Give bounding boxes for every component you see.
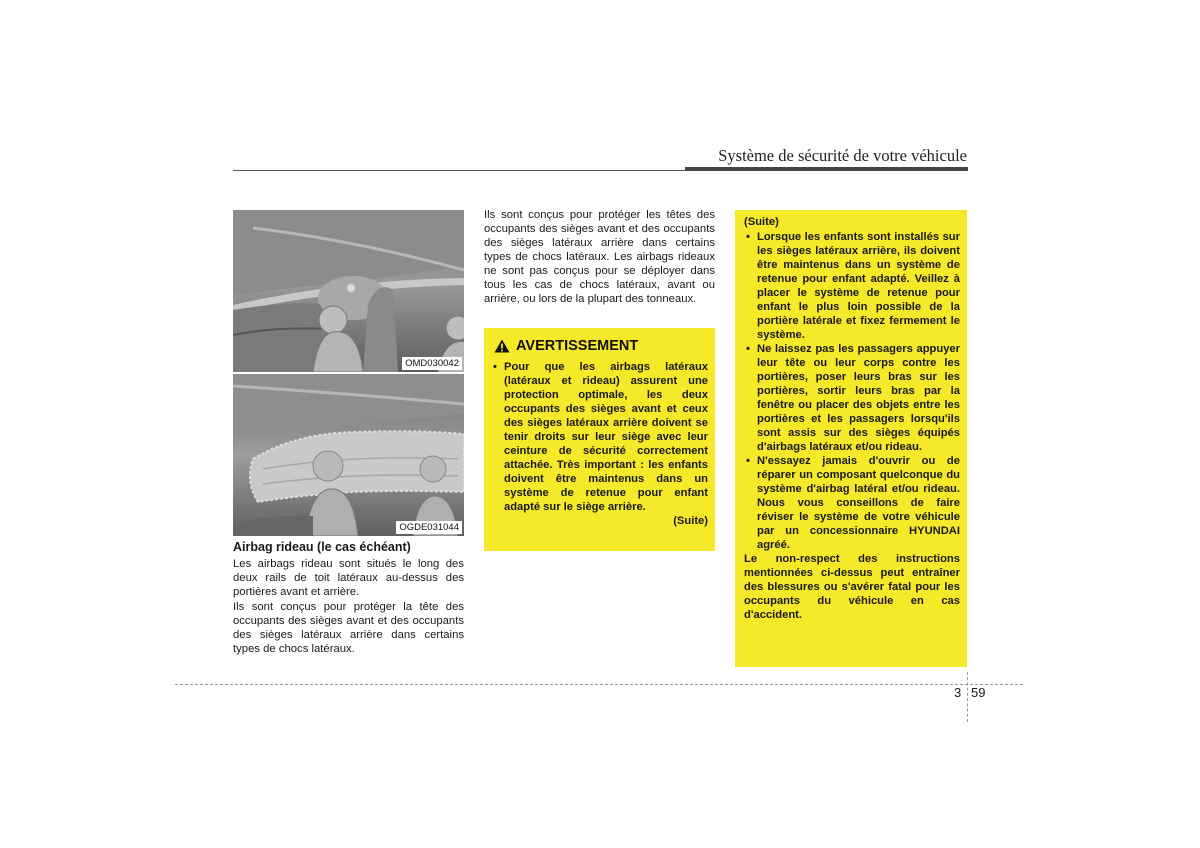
warning-box (484, 328, 715, 551)
warning-title: AVERTISSEMENT (516, 338, 639, 354)
body-paragraph: Ils sont conçus pour protéger la tête des occupants des sièges avant et des occupants des sièges latéraux arrière dans certains types de chocs latéraux. (233, 601, 464, 655)
warning-triangle-icon (494, 339, 510, 353)
warning-continued-box (735, 210, 967, 667)
footer-rule (175, 684, 1023, 685)
body-paragraph: Les airbags rideau sont situés le long des deux rails de toit latéraux au-dessus des portières avant et arrière. (233, 558, 464, 598)
warning-item: • Lorsque les enfants sont installés sur les sièges latéraux arrière, ils doivent être maintenus dans un système de retenue pour enfant adapté. Veillez à placer le système de retenue pour enfant le plus loin possible de la portière latérale et fixez fermement le système. (744, 230, 960, 342)
warning-item: • Pour que les airbags latéraux (latéraux et rideau) assurent une protection optimale, les deux occupants des sièges avant et ceux des sièges latéraux arrière doivent se tenir droits sur leur siège avec leur ceinture de sécurité correctement attachée. Très important : les enfants doivent être maintenus dans un système de retenue pour enfant adapté sur le siège arrière. (491, 360, 708, 514)
section-heading: Airbag rideau (le cas échéant) (233, 540, 411, 554)
warning-list (744, 230, 960, 552)
figure-curtain-airbag-deployed (233, 374, 464, 536)
page-number-separator (967, 672, 968, 722)
warning-header (494, 338, 708, 354)
chapter-number: 3 (954, 685, 962, 700)
figure-code-label: OGDE031044 (396, 521, 462, 534)
body-paragraph: Ils sont conçus pour protéger les têtes des occupants des sièges avant et des occupants des sièges latéraux arrière dans certains types de chocs latéraux. Les airbags rideaux ne sont pas conçus pour se déployer dans tous les cas de chocs latéraux, avant ou arrière, ou lors de la plupart des tonneaux. (484, 209, 715, 305)
warning-list (491, 360, 708, 514)
continued-label: (Suite) (744, 216, 779, 228)
car-interior-curtain-airbag-deployed-image (233, 374, 464, 536)
figure-code-label: OMD030042 (402, 357, 462, 370)
continued-label: (Suite) (673, 515, 708, 527)
figure-curtain-airbag-folded (233, 210, 464, 372)
warning-closing-text: Le non-respect des instructions mentionnées ci-dessus peut entraîner des blessures ou s'avérer fatal pour les occupants du véhicule en cas d'accident. (744, 553, 960, 621)
warning-item: • Ne laissez pas les passagers appuyer leur tête ou leur corps contre les portières, poser leurs bras sur les portières, sortir leurs bras par la fenêtre ou placer des objets entre les portières et les passagers lorsqu'ils sont assis sur des sièges équipés d'airbags latéraux et/ou rideau. (744, 342, 960, 454)
page-number: 59 (971, 685, 986, 700)
car-interior-curtain-airbag-folded-image (233, 210, 464, 372)
page-header-title: Système de sécurité de votre véhicule (718, 146, 967, 165)
warning-item: • N'essayez jamais d'ouvrir ou de réparer un composant quelconque du système d'airbag latéral et/ou rideau. Nous vous conseillons de faire réviser le système de votre véhicule par un concessionnaire HYUNDAI agréé. (744, 454, 960, 552)
header-rule-accent (685, 167, 968, 171)
